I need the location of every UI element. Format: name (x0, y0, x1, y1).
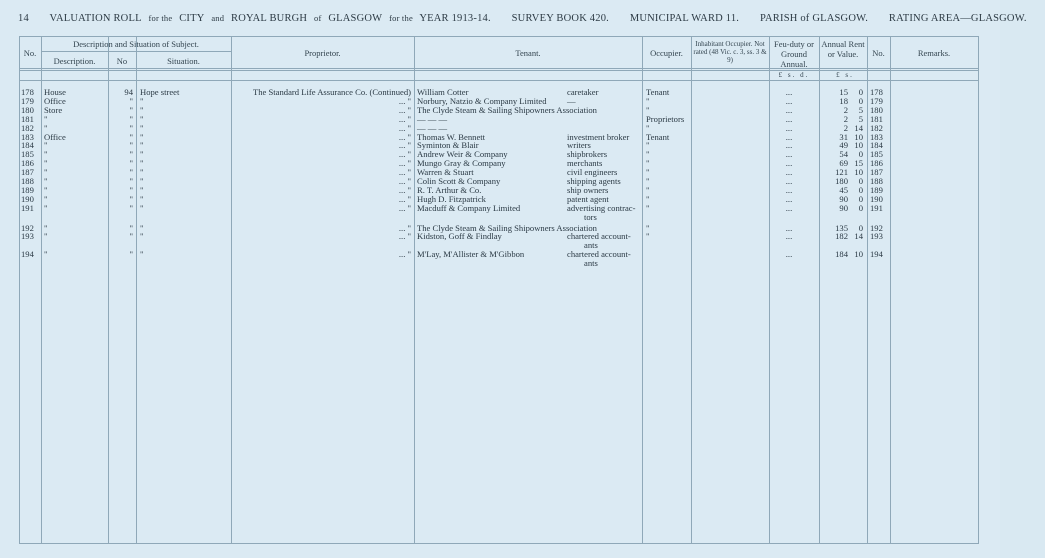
row-proprietor: The Standard Life Assurance Co. (Continued) (253, 87, 411, 97)
row-pounds: 18 (839, 95, 848, 106)
row-shillings: 10 (854, 249, 863, 260)
row-tenant-desc-cont: ants (584, 258, 598, 269)
head-glasgow: GLASGOW (328, 13, 383, 24)
row-pounds: 15 (839, 87, 848, 97)
row-tenant: The Clyde Steam & Sailing Shipowners Association (417, 104, 597, 115)
head-of: of (314, 13, 322, 23)
feu-units: £ s. d. (778, 71, 810, 79)
row-situation: " (140, 131, 144, 142)
row-occupier: " (646, 193, 650, 204)
row-feu-duty: ... (785, 222, 793, 233)
row-feu-duty: ... (785, 140, 793, 151)
row-pounds: 31 (839, 131, 848, 142)
row-tenant-desc: — (567, 95, 576, 106)
head-year: YEAR 1913-14. (419, 13, 491, 24)
row-no: 180 (21, 104, 34, 115)
row-shillings: 14 (854, 122, 863, 133)
row-situation: " (140, 140, 144, 151)
col-rule (691, 36, 692, 544)
row-description: " (44, 167, 48, 178)
row-pounds: 69 (839, 158, 848, 169)
row-no-right: 183 (870, 131, 883, 142)
row-no: 178 (21, 87, 34, 97)
row-proprietor: ... " (398, 149, 411, 160)
row-description: " (44, 149, 48, 160)
row-description: " (44, 231, 48, 242)
row-number: " (129, 158, 133, 169)
row-tenant: Norbury, Natzio & Company Limited (417, 95, 547, 106)
row-occupier: " (646, 184, 650, 195)
row-pounds: 2 (843, 104, 848, 115)
row-number: " (129, 167, 133, 178)
row-number: " (129, 95, 133, 106)
row-proprietor: ... " (398, 167, 411, 178)
row-number: " (129, 104, 133, 115)
row-feu-duty: ... (785, 87, 793, 97)
row-proprietor: ... " (398, 113, 411, 124)
row-pounds: 49 (839, 140, 848, 151)
row-number: " (129, 222, 133, 233)
header-tenant: Tenant. (515, 48, 541, 58)
row-no: 192 (21, 222, 34, 233)
row-shillings: 0 (858, 149, 863, 160)
row-no-right: 180 (870, 104, 883, 115)
rating-area: RATING AREA—GLASGOW. (888, 13, 1027, 24)
col-rule (642, 36, 643, 544)
row-description: " (44, 122, 48, 133)
row-occupier: " (646, 95, 650, 106)
row-situation: " (140, 231, 144, 242)
row-number: 94 (124, 87, 133, 97)
row-tenant-desc: merchants (567, 158, 603, 169)
survey-book: SURVEY BOOK 420. (511, 13, 609, 24)
row-tenant-desc: caretaker (567, 87, 599, 97)
row-tenant-desc: investment broker (567, 131, 630, 142)
row-description: " (44, 193, 48, 204)
row-tenant: — — — (417, 122, 448, 133)
row-occupier: " (646, 122, 650, 133)
header-no-right: No. (872, 48, 885, 58)
row-proprietor: ... " (398, 140, 411, 151)
header-proprietor: Proprietor. (304, 48, 341, 58)
col-rule (819, 36, 820, 544)
row-no-right: 188 (870, 176, 883, 186)
row-situation: " (140, 222, 144, 233)
row-description: " (44, 202, 48, 213)
row-description: Store (44, 104, 63, 115)
row-shillings: 0 (858, 202, 863, 213)
row-situation: " (140, 104, 144, 115)
row-tenant-desc: shipping agents (567, 176, 621, 186)
row-situation: " (140, 202, 144, 213)
running-head (18, 13, 1027, 24)
row-description: " (44, 140, 48, 151)
bottom-rule (19, 543, 979, 544)
row-no: 190 (21, 193, 34, 204)
row-no: 179 (21, 95, 34, 106)
row-shillings: 15 (854, 158, 863, 169)
roll-title: VALUATION ROLL (49, 13, 142, 24)
row-proprietor: ... " (398, 95, 411, 106)
row-tenant-desc: writers (567, 140, 591, 151)
row-proprietor: ... " (398, 184, 411, 195)
row-shillings: 0 (858, 184, 863, 195)
row-situation: Hope street (140, 87, 180, 97)
row-occupier: " (646, 202, 650, 213)
head-royal-burgh: ROYAL BURGH (231, 13, 308, 24)
row-description: House (44, 87, 66, 97)
row-proprietor: ... " (398, 222, 411, 233)
col-rule (231, 36, 232, 544)
header-situation: Situation. (167, 56, 200, 66)
row-tenant: Syminton & Blair (417, 140, 479, 151)
row-situation: " (140, 122, 144, 133)
row-proprietor: ... " (398, 104, 411, 115)
row-proprietor: ... " (398, 158, 411, 169)
header-annual-rent: Annual Rent or Value. (821, 39, 865, 59)
row-number: " (129, 122, 133, 133)
row-number: " (129, 149, 133, 160)
row-tenant: The Clyde Steam & Sailing Shipowners Association (417, 222, 597, 233)
row-no-right: 190 (870, 193, 883, 204)
row-no-right: 187 (870, 167, 883, 178)
page-number: 14 (18, 13, 29, 24)
row-no-right: 193 (870, 231, 883, 242)
row-number: " (129, 176, 133, 186)
row-no: 181 (21, 113, 34, 124)
row-description: " (44, 176, 48, 186)
row-no-right: 178 (870, 87, 883, 97)
row-occupier: " (646, 231, 650, 242)
row-description: " (44, 249, 48, 260)
head-for-year: for the (389, 13, 413, 23)
header-number: No (116, 56, 128, 66)
parish: PARISH of GLASGOW. (759, 13, 869, 24)
row-shillings: 10 (854, 131, 863, 142)
row-tenant: Thomas W. Bennett (417, 131, 486, 142)
row-occupier: " (646, 167, 650, 178)
row-feu-duty: ... (785, 149, 793, 160)
row-occupier: " (646, 176, 650, 186)
head-and: and (211, 13, 225, 23)
municipal-ward: MUNICIPAL WARD 11. (629, 13, 740, 24)
row-description: " (44, 158, 48, 169)
row-occupier: " (646, 140, 650, 151)
row-occupier: " (646, 104, 650, 115)
row-tenant-desc: ship owners (567, 184, 609, 195)
row-description: " (44, 113, 48, 124)
top-rule (19, 36, 979, 37)
row-tenant-desc: shipbrokers (567, 149, 608, 160)
row-number: " (129, 184, 133, 195)
row-situation: " (140, 184, 144, 195)
col-rule (19, 36, 20, 544)
row-number: " (129, 113, 133, 124)
row-number: " (129, 140, 133, 151)
row-tenant-desc-cont: tors (584, 211, 597, 222)
roll-table (19, 36, 979, 544)
row-feu-duty: ... (785, 104, 793, 115)
row-no-right: 186 (870, 158, 883, 169)
row-pounds: 121 (835, 167, 848, 178)
head-for-the: for the (148, 13, 173, 23)
row-proprietor: ... " (398, 193, 411, 204)
row-no-right: 184 (870, 140, 883, 151)
row-proprietor: ... " (398, 131, 411, 142)
row-feu-duty: ... (785, 158, 793, 169)
row-shillings: 14 (854, 231, 863, 242)
row-tenant: R. T. Arthur & Co. (417, 184, 482, 195)
row-no: 194 (21, 249, 34, 260)
row-pounds: 180 (835, 176, 848, 186)
header-occupier: Occupier. (650, 48, 683, 58)
row-proprietor: ... " (398, 122, 411, 133)
row-tenant: — — — (417, 113, 448, 124)
col-rule (890, 36, 891, 544)
group-rule (41, 51, 231, 52)
header-description: Description. (53, 56, 96, 66)
row-no: 191 (21, 202, 34, 213)
row-shillings: 0 (858, 222, 863, 233)
row-feu-duty: ... (785, 202, 793, 213)
row-occupier: Proprietors (646, 113, 685, 124)
row-occupier: Tenant (646, 131, 670, 142)
row-no: 185 (21, 149, 34, 160)
col-rule (867, 36, 868, 544)
row-situation: " (140, 167, 144, 178)
row-shillings: 5 (858, 104, 863, 115)
row-occupier: " (646, 158, 650, 169)
row-description: Office (44, 131, 66, 142)
row-shillings: 10 (854, 140, 863, 151)
row-number: " (129, 202, 133, 213)
row-pounds: 2 (843, 113, 848, 124)
row-no: 189 (21, 184, 34, 195)
row-tenant-desc: patent agent (567, 193, 609, 204)
row-occupier: " (646, 222, 650, 233)
row-no: 182 (21, 122, 34, 133)
row-number: " (129, 231, 133, 242)
row-feu-duty: ... (785, 113, 793, 124)
row-shillings: 5 (858, 113, 863, 124)
row-situation: " (140, 249, 144, 260)
row-tenant: Warren & Stuart (417, 167, 474, 178)
row-feu-duty: ... (785, 167, 793, 178)
row-no-right: 185 (870, 149, 883, 160)
col-rule (136, 36, 137, 544)
header-no: No. (23, 48, 37, 58)
row-tenant: Mungo Gray & Company (417, 158, 506, 169)
header-remarks: Remarks. (917, 48, 951, 58)
row-no: 183 (21, 131, 34, 142)
row-feu-duty: ... (785, 122, 793, 133)
row-tenant: William Cotter (417, 87, 469, 97)
row-pounds: 135 (835, 222, 848, 233)
row-situation: " (140, 95, 144, 106)
row-description: Office (44, 95, 66, 106)
row-feu-duty: ... (785, 193, 793, 204)
row-situation: " (140, 176, 144, 186)
header-description-group: Description and Situation of Subject. (73, 39, 199, 49)
row-tenant: Colin Scott & Company (417, 176, 501, 186)
row-proprietor: ... " (398, 176, 411, 186)
annual-units: £ s. (836, 71, 854, 79)
header-feu-duty: Feu-duty or Ground Annual. (774, 39, 814, 69)
row-feu-duty: ... (785, 249, 793, 260)
units-rule (19, 80, 979, 81)
row-number: " (129, 131, 133, 142)
row-feu-duty: ... (785, 176, 793, 186)
row-proprietor: ... " (398, 202, 411, 213)
row-proprietor: ... " (398, 249, 411, 260)
row-no-right: 194 (870, 249, 883, 260)
row-feu-duty: ... (785, 95, 793, 106)
row-feu-duty: ... (785, 231, 793, 242)
row-pounds: 90 (839, 193, 848, 204)
row-tenant: Andrew Weir & Company (417, 149, 508, 160)
col-rule (414, 36, 415, 544)
row-tenant: M'Lay, M'Allister & M'Gibbon (417, 249, 525, 260)
row-pounds: 2 (843, 122, 848, 133)
row-situation: " (140, 113, 144, 124)
row-no-right: 182 (870, 122, 883, 133)
row-tenant-desc-cont: ants (584, 240, 598, 251)
row-tenant: Macduff & Company Limited (417, 202, 521, 213)
row-shillings: 10 (854, 167, 863, 178)
row-no: 187 (21, 167, 34, 178)
row-feu-duty: ... (785, 131, 793, 142)
col-rule (769, 36, 770, 544)
row-pounds: 90 (839, 202, 848, 213)
row-occupier: " (646, 149, 650, 160)
row-tenant-desc: chartered account- (567, 249, 631, 260)
row-number: " (129, 249, 133, 260)
row-shillings: 0 (858, 193, 863, 204)
row-situation: " (140, 149, 144, 160)
col-rule (978, 36, 979, 544)
row-shillings: 0 (858, 95, 863, 106)
row-shillings: 0 (858, 87, 863, 97)
row-number: " (129, 193, 133, 204)
header-inhabitant: Inhabitant Occupier. Not rated (48 Vic. c. 3, ss. 3 & 9) (693, 40, 767, 64)
row-tenant: Kidston, Goff & Findlay (417, 231, 502, 242)
row-pounds: 54 (839, 149, 848, 160)
row-shillings: 0 (858, 176, 863, 186)
col-rule (41, 36, 42, 544)
row-no: 184 (21, 140, 34, 151)
row-situation: " (140, 193, 144, 204)
row-no: 188 (21, 176, 34, 186)
row-no: 186 (21, 158, 34, 169)
row-no-right: 179 (870, 95, 883, 106)
row-situation: " (140, 158, 144, 169)
row-proprietor: ... " (398, 231, 411, 242)
row-tenant: Hugh D. Fitzpatrick (417, 193, 486, 204)
row-tenant-desc: chartered account- (567, 231, 631, 242)
row-description: " (44, 184, 48, 195)
row-pounds: 45 (839, 184, 848, 195)
head-city: CITY (179, 13, 205, 24)
row-pounds: 184 (835, 249, 848, 260)
row-no-right: 191 (870, 202, 883, 213)
row-description: " (44, 222, 48, 233)
row-no: 193 (21, 231, 34, 242)
row-no-right: 181 (870, 113, 883, 124)
row-pounds: 182 (835, 231, 848, 242)
row-feu-duty: ... (785, 184, 793, 195)
row-no-right: 189 (870, 184, 883, 195)
row-no-right: 192 (870, 222, 883, 233)
row-tenant-desc: civil engineers (567, 167, 618, 178)
row-tenant-desc: advertising contrac- (567, 202, 636, 213)
row-occupier: Tenant (646, 87, 670, 97)
